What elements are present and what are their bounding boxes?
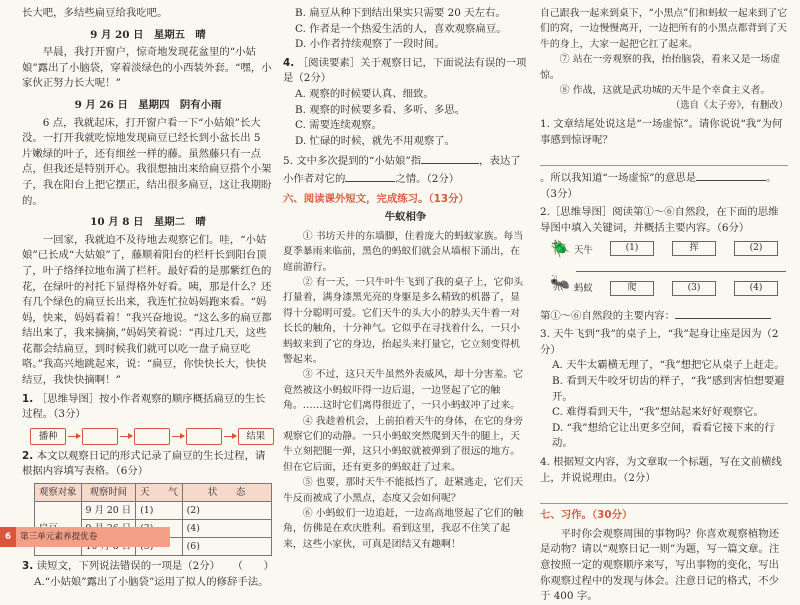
table-header: 观察对象 — [35, 484, 82, 502]
mind-map-label: 天牛 — [574, 244, 593, 256]
question-1: 1. 文章结尾处说这是“一场虚惊”。请你说说“我”为何事感到惊讶呢？ — [540, 118, 783, 146]
diary-entry-text: 6 点，我就起床，打开窗户看一下“小姑娘”长大没。一打开我就吃惊地发现扁豆已经长到小盆长出 5 片嫩绿的叶子，还有细丝一样的藤。虽然藤只有一点点，但我还是特别开心。我很想抽出来给扁豆搭个小架子，我在阳台上把它摆正，结出很多扁豆，这让我期盼的。 — [22, 116, 272, 207]
passage-paragraph: ⑧ 作战，这就是武功城的天牛是个幸食主义者。 — [559, 85, 771, 97]
option-d: D. 忙碌的时候，就先不用观察了。 — [295, 134, 456, 147]
diary-entry-heading: 9 月 20 日 星期五 晴 — [90, 28, 206, 41]
arrow-right-icon — [68, 436, 79, 437]
table-cell-answer[interactable]: (4) — [182, 520, 271, 538]
page-footer — [0, 527, 170, 547]
passage-paragraph: ⑦ 站在一旁观察的我，抬抬脑袋，看来又是一场虚惊。 — [540, 54, 781, 81]
diary-entry-heading: 10 月 8 日 星期二 晴 — [90, 216, 206, 229]
question-4: 4. 根据短文内容，为文章取一个标题，写在文前横线上，并说说理由。（2分） — [540, 455, 782, 484]
diary-entry-text: 早晨，我打开窗户，惊奇地发现花盆里的“小姑娘”露出了小脑袋，穿着淡绿色的小西装外套。“嘿，小家伙正努力长大呢！” — [22, 46, 272, 90]
question-5: 5. 文中多次提到的“小姑娘”指 ，表达了小作者对它的 之情。（2分） — [283, 152, 528, 187]
mind-map — [540, 238, 788, 303]
section-6-heading: 六、阅读课外短文，完成练习。（13分） — [283, 192, 469, 205]
mind-map-box[interactable]: (1) — [610, 241, 654, 256]
question-4: 4. ［阅读要素］关于观察日记，下面说法有误的一项是（2分） — [283, 56, 527, 85]
beetle-icon: 🪲 — [550, 238, 570, 258]
option-d: D. 小作者持续观察了一段时间。 — [295, 38, 445, 51]
option-c: C. 作者是一个热爱生活的人，喜欢观察扁豆。 — [295, 22, 507, 35]
option-c: C. 需要连续观察。 — [295, 119, 382, 132]
diary-entry-text: 一回家，我就迫不及待地去观察它们。哇，“小姑娘”已长成“大姑娘”了，藤顺着阳台的栏杆长到阳台顶了，叶子络绎拉地布满了栏杆。最好看的是那紫红色的花，在绿叶的衬托下显得格外好看。咦，那是什么？还有几个绿色的扁豆长出来，我连忙拉妈妈跑来看。“妈妈，快来，妈妈看着！”我兴奋地说。“这么多的扁豆都结出来了，我来摘摘，”妈妈笑着说：“再过几天，这些花都会结扁豆，到时候我们就可以吃一盘子扁豆吃咯。”我高兴地跳起来，说：“扁豆，你快快长大，快快结豆，我快快摘啊！” — [22, 233, 272, 387]
table-header: 观察时间 — [81, 484, 136, 502]
flow-answer-box[interactable] — [82, 428, 118, 445]
column-right — [540, 6, 788, 605]
table-cell: 9 月 20 日 — [81, 502, 136, 520]
passage-title: 牛蚁相争 — [384, 211, 427, 224]
option-d: D. “我”想给它让出更多空间，看看它接下来的行动。 — [552, 421, 775, 450]
column-left — [22, 6, 274, 590]
mind-map-box: 挥 — [672, 241, 716, 256]
question-2: 2.［思维导图］阅读第①～⑥自然段，在下面的思维导图中填入关键词，并概括主要内容。（6分） — [540, 206, 779, 234]
mind-map-box[interactable]: (4) — [734, 281, 778, 296]
flow-answer-box[interactable] — [134, 428, 170, 445]
passage-paragraph: ⑥ 小蚂蚁们一边追赶，一边高高地竖起了它们的触角，仿佛是在欢庆胜利。看到这里，我忍不住笑了起来，这些小家伙，可真是团结又有趣啊！ — [283, 508, 524, 550]
section-7-heading: 七、习作。（30分） — [540, 509, 633, 522]
passage-source: （选自《太子旁》，有删改） — [670, 100, 788, 112]
diary-line: 长大吧，多结些扁豆给我吃吧。 — [22, 7, 168, 19]
option-a: A. 观察的时候要认真、细致。 — [295, 87, 434, 100]
mind-map-label: 蚂蚁 — [574, 282, 593, 294]
option-a: A.“小姑娘”露出了小脑袋”运用了拟人的修辞手法。 — [34, 575, 269, 588]
table-header: 状 态 — [182, 484, 271, 502]
footer-label: 第三单元素养提优卷 — [20, 532, 98, 542]
mind-map-timeline — [576, 271, 786, 272]
mind-map-summary: 第①～⑥自然段的主要内容： — [540, 307, 788, 325]
question-1-continued: 。所以我知道“一场虚惊”的意思是 。（3分） — [540, 169, 788, 202]
option-b: B. 观察的时候要多看、多听、多思。 — [295, 103, 466, 116]
fill-blank[interactable] — [696, 169, 766, 181]
table-cell-answer[interactable]: (2) — [182, 502, 271, 520]
answer-line[interactable] — [540, 151, 788, 166]
passage-paragraph: ① 书坊天井的东墙脚，住着庞大的蚂蚁家族。每当夏季暴雨来临前，黑色的蚂蚁们就会从墙根下涌出，在庭前游行。 — [283, 230, 524, 273]
table-row — [35, 502, 272, 520]
page-number: 6 — [0, 527, 16, 547]
flow-end-box: 结果 — [238, 428, 274, 445]
passage-paragraph: ② 有一天，一只牛叶牛飞到了我的桌子上，它仰头打量着，满身漆黑光亮的身躯是多么精致的机器了，显得十分聪明可爱。它们天牛的头大小的脖头天牛着一对长长的触角，十分神气。它似乎在寻找着什么，一只小蚂蚁来到了它的身边，抬起头来打量它，它立刻变得机警起来。 — [283, 276, 524, 365]
flow-answer-box[interactable] — [186, 428, 222, 445]
fill-blank[interactable] — [345, 170, 395, 182]
passage-paragraph: ⑤ 也要，那时天牛不能抵挡了，赶紧逃走，它们天牛反而被成了小黑点，态度又会如何呢？ — [283, 477, 524, 504]
answer-line[interactable] — [540, 489, 788, 504]
answer-paren[interactable]: （ ） — [232, 560, 274, 573]
mind-map-box[interactable]: (3) — [672, 281, 716, 296]
arrow-right-icon — [172, 436, 183, 437]
question-3: 3. 读短文，下列说法错误的一项是（2分） （ ） — [22, 559, 274, 575]
passage-paragraph: 自己跟我一起来到桌下，“小黑点”们和蚂蚁一起来到了它们的窝，一边慢慢离开，一边把所有的小黑点都背到了天牛的身上，大家一起把它扛了起来。 — [540, 8, 788, 50]
mind-map-box: 爬 — [610, 281, 654, 296]
option-b: B. 看到天牛咬牙切齿的样子，“我”感到害怕想要避开。 — [552, 374, 785, 403]
question-2: 2. 本文以观察日记的形式记录了扁豆的生长过程，请根据内容填写表格。（6分） — [22, 449, 266, 478]
ant-icon: 🐜 — [550, 272, 570, 292]
table-cell-answer[interactable]: (6) — [182, 538, 271, 556]
fill-blank[interactable] — [421, 152, 479, 164]
question-3: 3. 天牛飞到“我”的桌子上，“我”起身让座是因为（2分） — [540, 328, 779, 356]
arrow-right-icon — [224, 436, 235, 437]
column-middle — [283, 6, 528, 552]
fill-blank[interactable] — [675, 307, 771, 319]
diary-entry-heading: 9 月 26 日 星期四 阴有小雨 — [74, 98, 222, 111]
essay-prompt: 平时你会观察周围的事物吗？你喜欢观察植物还是动物？请以“观察日记一则”为题，写一篇文章。注意按照一定的观察顺序来写，写出事物的变化，写出你观察过程中的发现与体会。注意日记的格式，不少于 400 字。 — [540, 527, 780, 603]
table-header: 天 气 — [136, 484, 183, 502]
question-1: 1. ［思维导图］按小作者观察的顺序概括扁豆的生长过程。（3分） — [22, 392, 266, 421]
flow-start-box: 播种 — [30, 428, 66, 445]
growth-flow-diagram — [30, 428, 274, 445]
mind-map-box[interactable]: (2) — [734, 241, 778, 256]
arrow-right-icon — [120, 436, 131, 437]
option-b: B. 扁豆从种下到结出果实只需要 20 天左右。 — [295, 7, 506, 19]
table-cell-answer[interactable]: (1) — [136, 502, 183, 520]
option-c: C. 难得看到天牛，“我”想站起来好好观察它。 — [552, 406, 764, 419]
passage-paragraph: ③ 不过，这只天牛虽然外表威风，却十分害羞。它竟然被这小蚂蚁吓得一边后退，一边竖起了它的触角。……这时它们离得很近了，一只小蚂蚁冲了过来。 — [283, 369, 524, 412]
passage-paragraph: ④ 我趁着机会，上前拍着天牛的身体，在它的身旁观察它们的动静。一只小蚂蚁突然爬到天牛的腿上，天牛立刻把腿一弹，这只小蚂蚁就被弹到了很远的地方。但在它后面，还有更多的蚂蚁赶了过来。 — [283, 415, 524, 473]
option-a: A. 天牛太霸横无理了，“我”想把它从桌子上赶走。 — [552, 359, 785, 372]
